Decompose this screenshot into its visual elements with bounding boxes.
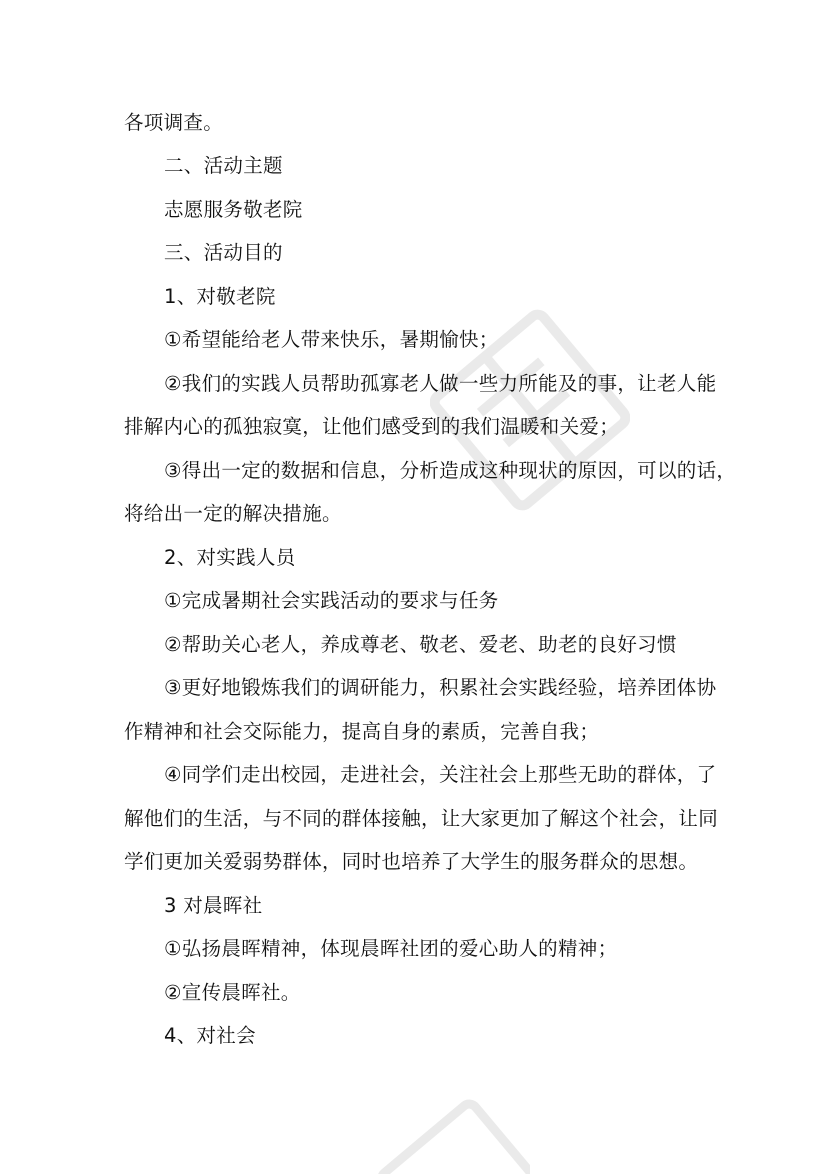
- list-item: ①希望能给老人带来快乐，暑期愉快；: [164, 328, 499, 351]
- watermark-icon: [370, 1090, 530, 1174]
- list-item: ③得出一定的数据和信息，分析造成这种现状的原因，可以的话，: [164, 459, 737, 482]
- list-item: ②帮助关心老人，养成尊老、敬老、爱老、助老的良好习惯: [164, 633, 677, 656]
- text-line: 学们更加关爱弱势群体，同时也培养了大学生的服务群众的思想。: [124, 850, 699, 873]
- list-item: ①弘扬晨晖精神，体现晨晖社团的爱心助人的精神；: [164, 937, 618, 960]
- subheading: 3 对晨晖社: [164, 894, 263, 917]
- list-item: ②宣传晨晖社。: [164, 981, 301, 1004]
- subheading: 2、对实践人员: [164, 546, 296, 569]
- text-line: 志愿服务敬老院: [164, 198, 303, 221]
- watermark-icon: [430, 280, 630, 540]
- list-item: ④同学们走出校园，走进社会，关注社会上那些无助的群体，了: [164, 763, 717, 786]
- text-line: 解他们的生活，与不同的群体接触，让大家更加了解这个社会，让同: [124, 807, 719, 830]
- list-item: ②我们的实践人员帮助孤寡老人做一些力所能及的事，让老人能: [164, 372, 717, 395]
- list-item: ③更好地锻炼我们的调研能力，积累社会实践经验，培养团体协: [164, 676, 717, 699]
- section-heading: 二、活动主题: [164, 154, 283, 177]
- text-line: 将给出一定的解决措施。: [124, 502, 342, 525]
- text-line: 作精神和社会交际能力，提高自身的素质，完善自我；: [124, 720, 600, 743]
- subheading: 1、对敬老院: [164, 285, 276, 308]
- text-line: 各项调查。: [124, 111, 224, 134]
- list-item: ①完成暑期社会实践活动的要求与任务: [164, 589, 499, 612]
- section-heading: 三、活动目的: [164, 241, 283, 264]
- text-line: 排解内心的孤独寂寞，让他们感受到的我们温暖和关爱；: [124, 415, 620, 438]
- subheading: 4、对社会: [164, 1024, 256, 1047]
